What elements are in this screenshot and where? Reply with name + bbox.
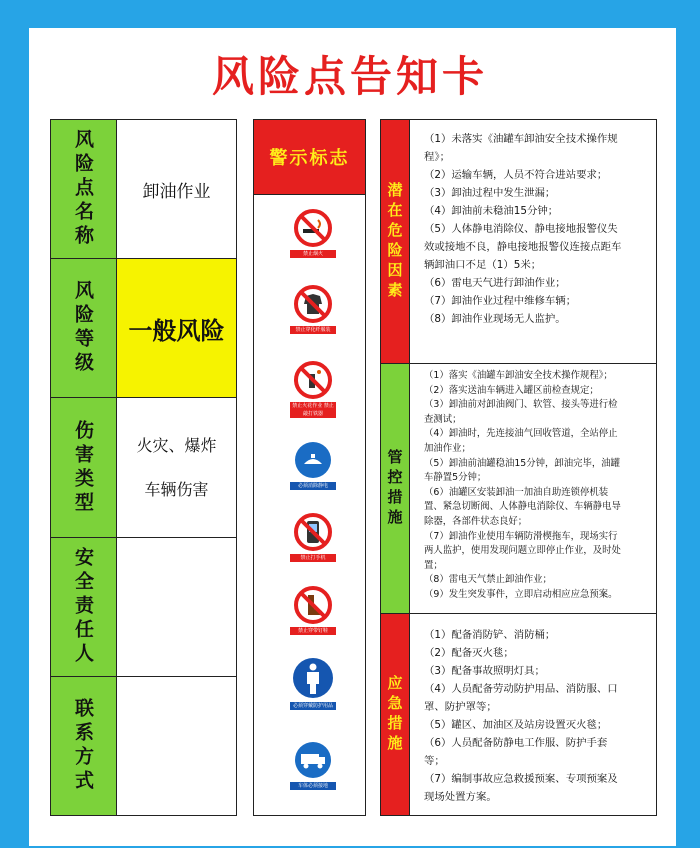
sign-static-discharge (293, 440, 333, 490)
emergency-line: （4）人员配备劳动防护用品、消防服、口 (424, 683, 618, 695)
control-line: （3）卸油前对卸油阀门、软管、接头等进行检 (424, 399, 618, 411)
hazard-line: （7）卸油作业过程中维修车辆； (424, 295, 577, 307)
no-mobile-phone-icon (293, 512, 333, 552)
control-line: （4）卸油时，先连接油气回收管道，全站停止 (424, 428, 618, 440)
row-contact (51, 677, 236, 815)
hazard-line: （4）卸油前未稳油15分钟； (424, 205, 559, 217)
no-smoking-icon (293, 208, 333, 248)
sign-protective-gear (293, 656, 333, 710)
responsible-person-value (117, 538, 236, 676)
controls-list (410, 364, 656, 613)
sign-label: 禁止烟火 (290, 250, 336, 258)
hazard-line: （3）卸油过程中发生泄漏； (424, 187, 556, 199)
control-line: 加油作业； (424, 442, 471, 454)
emergency-line: （3）配备事故照明灯具； (424, 665, 545, 677)
sign-vehicle-grounding (293, 740, 333, 790)
sign-no-smoking (293, 208, 333, 258)
sign-label: 必须消除静电 (290, 482, 336, 490)
risk-level-label: 风险等级 (72, 280, 94, 376)
hazard-line: （5）人体静电消除仪、静电接地报警仪失 (424, 223, 618, 235)
emergency-line: （6）人员配备防静电工作服、防护手套 (424, 737, 608, 749)
no-flammable-items-icon (293, 360, 333, 400)
emergency-line: 等； (424, 755, 445, 767)
row-responsible-person (51, 538, 236, 677)
hazard-line: （8）卸油作业现场无人监护。 (424, 313, 566, 325)
sign-label: 禁止穿带钉鞋 (290, 627, 336, 635)
no-chemical-fiber-clothing-icon (293, 284, 333, 324)
emergency-line: （5）罐区、加油区及站房设置灭火毯； (424, 719, 608, 731)
sign-label: 禁止火花作业 禁止敲打铁器 (290, 402, 336, 418)
control-line: 查测试； (424, 413, 462, 425)
hazard-line: （1）未落实《油罐车卸油安全技术操作规 (424, 133, 618, 145)
sign-no-sparks (293, 360, 333, 418)
control-line: （5）卸油前油罐稳油15分钟，卸油完毕，油罐 (424, 457, 621, 469)
injury-type-label: 伤害类型 (72, 419, 94, 516)
control-line: （1）落实《油罐车卸油安全技术操作规程》； (424, 370, 613, 381)
row-risk-name (51, 120, 236, 259)
risk-name-label: 风险点名称 (72, 129, 94, 249)
measures-column (380, 119, 657, 816)
sign-label: 车体必须接地 (290, 782, 336, 790)
hazard-line: 辆卸油口不足（1）5米； (424, 259, 542, 271)
contact-value (117, 677, 236, 815)
emergency-line: 罩、防护罩等； (424, 701, 497, 713)
control-line: （6）油罐区安装卸油一加油自助连锁停机装 (424, 486, 609, 498)
warning-signs-column (253, 119, 366, 816)
emergency-line: （1）配备消防铲、消防桶； (424, 629, 556, 641)
control-line: 车静置5分钟； (424, 472, 487, 484)
control-line: （2）落实送油车辆进入罐区前检查规定； (424, 384, 599, 396)
responsible-person-label: 安全责任人 (72, 547, 94, 667)
warning-signs-header: 警示标志 (254, 120, 365, 195)
emergency-section (381, 614, 656, 815)
emergency-line: 现场处置方案。 (424, 791, 497, 803)
control-line: （9）发生突发事件，立即启动相应应急预案。 (424, 588, 618, 600)
row-injury-type (51, 398, 236, 538)
no-nailed-shoes-icon (293, 585, 333, 625)
risk-level-value: 一般风险 (117, 259, 236, 397)
sign-no-chemical-fiber (293, 284, 333, 334)
row-risk-level (51, 259, 236, 398)
wear-protective-gear-icon (291, 656, 335, 700)
hazard-line: 效或接地不良，静电接地报警仪连接点距车 (424, 241, 622, 253)
emergency-line: （2）配备灭火毯； (424, 647, 514, 659)
sign-label: 禁止穿化纤服装 (290, 326, 336, 334)
hazards-header: 潜在危险因素 (385, 181, 404, 302)
hazard-line: （6）雷电天气进行卸油作业； (424, 277, 566, 289)
sign-label: 禁止打手机 (290, 554, 336, 562)
control-line: 置、紧急切断阀、人体静电消除仪、车辆静电导 (424, 501, 621, 513)
sign-no-nailed-shoes (293, 585, 333, 635)
contact-label: 联系方式 (72, 698, 94, 794)
emergency-line: （7）编制事故应急救援预案、专项预案及 (424, 773, 618, 785)
control-line: 置； (424, 559, 443, 571)
control-line: （7）卸油作业使用车辆防滑楔拖车，现场实行 (424, 530, 618, 542)
hazards-list (410, 120, 656, 363)
risk-info-table (50, 119, 237, 816)
risk-name-value: 卸油作业 (142, 181, 211, 202)
sign-no-phone (293, 512, 333, 562)
control-line: 两人监护，使用发现问题立即停止作业，及时处 (424, 545, 621, 557)
control-line: 除器，各部件状态良好； (424, 515, 528, 527)
controls-section (381, 364, 656, 614)
hazards-section (381, 120, 656, 364)
static-discharge-icon (293, 440, 333, 480)
sign-label: 必须穿戴防护用品 (290, 702, 336, 710)
emergency-list (410, 614, 656, 815)
controls-header: 管控措施 (385, 448, 404, 529)
hazard-line: 程》； (424, 151, 450, 163)
injury-type-value (117, 398, 236, 537)
control-line: （8）雷电天气禁止卸油作业； (424, 574, 552, 586)
emergency-header: 应急措施 (385, 674, 404, 755)
injury-type-line-1: 火灾、爆炸 (136, 435, 217, 455)
vehicle-grounding-icon (293, 740, 333, 780)
hazard-line: （2）运输车辆，人员不符合进站要求； (424, 169, 608, 181)
injury-type-line-2: 车辆伤害 (144, 479, 209, 499)
page-title: 风险点告知卡 (211, 52, 488, 101)
